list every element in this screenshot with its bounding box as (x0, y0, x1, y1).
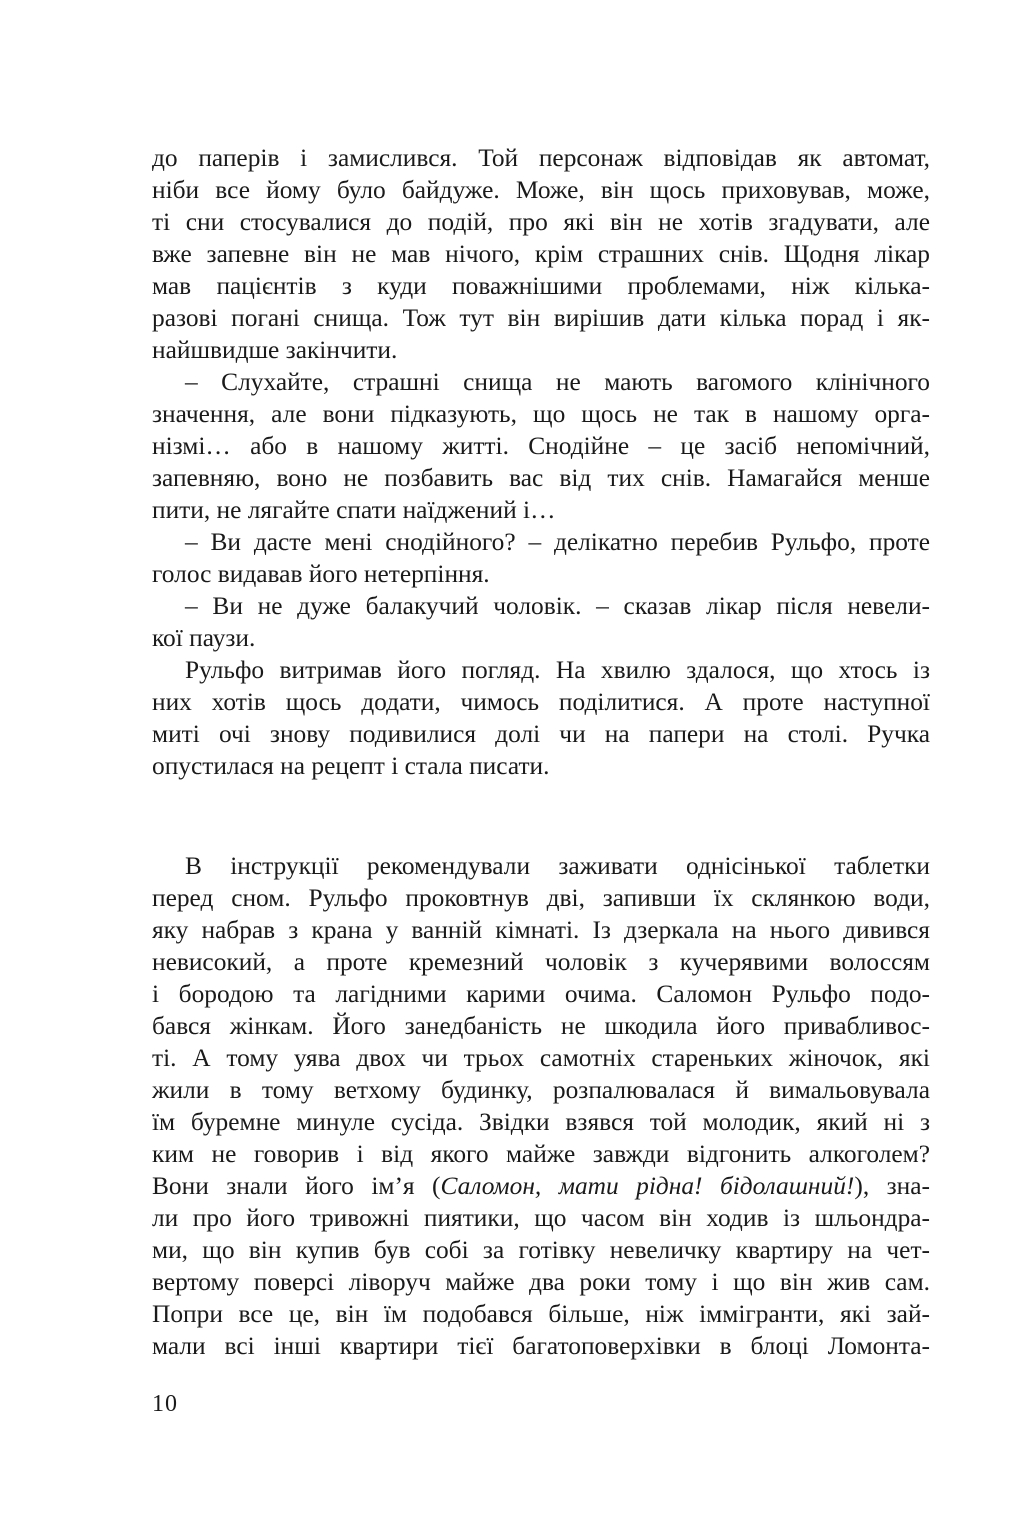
text-line: ли про його тривожні пиятики, що часом він ходив із шльондра- (152, 1204, 930, 1232)
text-block-narrative (152, 850, 930, 1362)
text-line: і бородою та лагідними карими очима. Саломон Рульфо подо- (152, 980, 930, 1008)
text-block-dialogue (152, 142, 930, 782)
text-line: ким не говорив і від якого майже завжди відгонить алкоголем? (152, 1140, 930, 1168)
text-line: ті. А тому уява двох чи трьох самотніх старенькиx жіночок, які (152, 1044, 930, 1072)
text-line: ніби все йому було байдуже. Може, він щось приховував, може, (152, 176, 930, 204)
text-line: – Слухайте, страшні снища не мають вагомого клінічного (185, 368, 930, 396)
page-number: 10 (152, 1391, 178, 1417)
text-line: – Ви не дуже балакучий чоловік. – сказав лікар після невели- (185, 592, 930, 620)
text-line: до паперів і замислився. Той персонаж відповідав як автомат, (152, 144, 930, 172)
text-line: опустилася на рецепт і стала писати. (152, 752, 550, 780)
text-line: ті сни стосувалися до подій, про які він не хотів згадувати, але (152, 208, 930, 236)
text-line: вже запевне він не мав нічого, крім страшних снів. Щодня лікар (152, 240, 930, 268)
text-line: кої паузи. (152, 624, 256, 652)
text-line: мав пацієнтів з куди поважнішими проблемами, ніж кілька- (152, 272, 930, 300)
text-line: бався жінкам. Його занедбаність не шкодила його привабливос- (152, 1012, 930, 1040)
text-line: – Ви дасте мені снодійного? – делікатно перебив Рульфо, проте (185, 528, 930, 556)
text-line: значення, але вони підказують, що щось не так в нашому орга- (152, 400, 930, 428)
text-segment: ), зна- (854, 1172, 930, 1200)
text-line: ми, що він купив був собі за готівку невеличку квартиру на чет- (152, 1236, 930, 1264)
text-line: мали всі інші квартири тієї багатоповерхівки в блоці Ломонта- (152, 1332, 930, 1360)
italic-phrase: Саломон, мати рідна! бідолашний! (440, 1172, 855, 1200)
text-line: невисокий, а проте кремезний чоловік з кучерявими волоссям (152, 948, 930, 976)
text-line: миті очі знову подивилися долі чи на папери на столі. Ручка (152, 720, 930, 748)
text-line: Рульфо витримав його погляд. На хвилю здалося, що хтось із (185, 656, 930, 684)
text-line: перед сном. Рульфо проковтнув дві, запивши їх склянкою води, (152, 884, 930, 912)
text-line: них хотів щось додати, чимось поділитися. А проте наступної (152, 688, 930, 716)
text-line: пити, не лягайте спати наїджений і… (152, 496, 556, 524)
text-line: яку набрав з крана у ванній кімнаті. Із дзеркала на нього дивився (152, 916, 930, 944)
text-line: їм буремне минуле сусіда. Звідки взявся той молодик, який ні з (152, 1108, 930, 1136)
text-line: Попри все це, він їм подобався більше, ніж іммігранти, які зай- (152, 1300, 930, 1328)
text-line: вертому поверсі ліворуч майже два роки тому і що він жив сам. (152, 1268, 930, 1296)
text-line: запевняю, воно не позбавить вас від тих снів. Намагайся менше (152, 464, 930, 492)
text-line: голос видавав його нетерпіння. (152, 560, 490, 588)
text-line: разові погані снища. Тож тут він вирішив дати кілька порад і як- (152, 304, 930, 332)
text-line: найшвидше закінчити. (152, 336, 398, 364)
text-line: жили в тому ветхому будинку, розпалювалася й вимальовувала (152, 1076, 930, 1104)
text-segment: Вони знали його ім’я ( (152, 1172, 441, 1200)
text-line: В інструкції рекомендували заживати однісінької таблетки (185, 852, 930, 880)
text-line: нізмі… або в нашому житті. Снодійне – це засіб непомічний, (152, 432, 930, 460)
text-line-with-italic (152, 1170, 930, 1202)
